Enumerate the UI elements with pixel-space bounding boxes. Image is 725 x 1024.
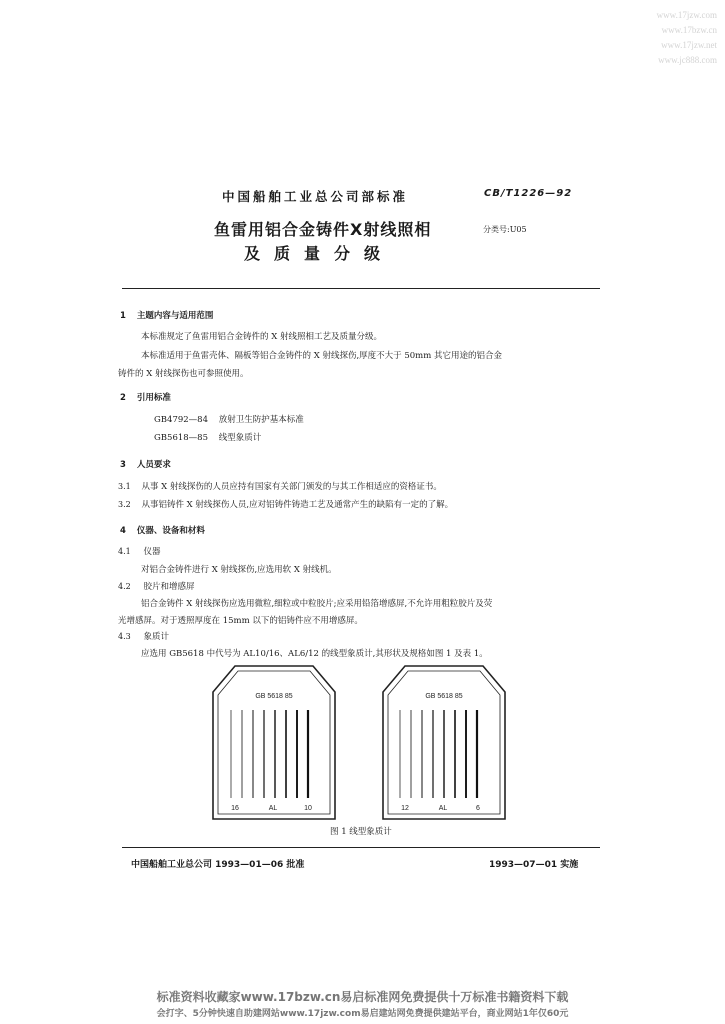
section-3-heading bbox=[120, 458, 171, 470]
reference-code: GB5618—85 bbox=[154, 433, 208, 443]
section-number: 4 bbox=[120, 526, 126, 536]
iqi-top-label: GB 5618 85 bbox=[425, 693, 463, 700]
paragraph: 铝合金铸件 X 射线探伤应选用微粒,细粒或中粒胶片;应采用铅箔增感屏,不允许用粗粒胶片及荧 bbox=[141, 599, 493, 609]
reference-item bbox=[154, 414, 304, 426]
section-1-heading bbox=[120, 309, 213, 321]
iqi-bottom-right: 6 bbox=[476, 805, 480, 812]
watermark-line: www.17jzw.net bbox=[661, 40, 717, 50]
iqi-bottom-left: 12 bbox=[401, 805, 409, 812]
clause-item bbox=[118, 499, 453, 511]
clause-text: 从事 X 射线探伤的人员应持有国家有关部门颁发的与其工作相适应的资格证书。 bbox=[141, 482, 442, 492]
paragraph: 光增感屏。对于透照厚度在 15mm 以下的铝铸件应不用增感屏。 bbox=[118, 616, 363, 626]
clause-text: 从事铝铸件 X 射线探伤人员,应对铝铸件铸造工艺及通常产生的缺陷有一定的了解。 bbox=[141, 500, 454, 510]
clause-item bbox=[118, 481, 442, 493]
figure-caption: 图 1 线型象质计 bbox=[330, 827, 392, 837]
classification-number: 分类号:U05 bbox=[483, 225, 527, 234]
subsection-title: 仪器 bbox=[143, 547, 161, 557]
implementation-date: 1993—07—01 实施 bbox=[489, 860, 579, 870]
iqi-bottom-mid: AL bbox=[438, 805, 448, 812]
iqi-wires bbox=[400, 710, 477, 798]
document-title-line2: 及质量分级 bbox=[244, 244, 395, 263]
subsection-title: 象质计 bbox=[143, 632, 169, 642]
subsection-heading bbox=[118, 631, 169, 643]
document-title-line1: 鱼雷用铝合金铸件X射线照相 bbox=[214, 220, 432, 239]
figure-wire-iqi bbox=[195, 664, 525, 829]
section-title: 引用标准 bbox=[136, 393, 171, 403]
section-2-heading bbox=[120, 391, 171, 403]
section-number: 2 bbox=[120, 393, 126, 403]
paragraph: 本标准适用于鱼雷壳体、隔板等铝合金铸件的 X 射线探伤,厚度不大于 50mm 其它用途的铝合金 bbox=[141, 351, 503, 361]
reference-name: 线型象质计 bbox=[218, 433, 262, 443]
section-number: 3 bbox=[120, 460, 126, 470]
iqi-right bbox=[383, 666, 505, 819]
iqi-bottom-mid: AL bbox=[268, 805, 278, 812]
clause-number: 4.3 bbox=[118, 632, 131, 641]
paragraph: 铸件的 X 射线探伤也可参照使用。 bbox=[118, 369, 249, 379]
section-title: 仪器、设备和材料 bbox=[136, 526, 205, 536]
clause-number: 4.1 bbox=[118, 547, 131, 556]
paragraph: 本标准规定了鱼雷用铝合金铸件的 X 射线照相工艺及质量分级。 bbox=[141, 332, 382, 342]
bottom-banner-line1: 标准资料收藏家www.17bzw.cn易启标准网免费提供十万标准书籍资料下载 bbox=[156, 990, 569, 1004]
paragraph: 应选用 GB5618 中代号为 AL10/16、AL6/12 的线型象质计,其形状及规格如图 1 及表 1。 bbox=[141, 649, 488, 659]
section-title: 人员要求 bbox=[136, 460, 171, 470]
clause-number: 4.2 bbox=[118, 582, 131, 591]
clause-number: 3.1 bbox=[118, 482, 131, 491]
iqi-left bbox=[213, 666, 335, 819]
standard-code: CB/T1226—92 bbox=[484, 188, 573, 199]
subsection-heading bbox=[118, 546, 160, 558]
watermark-line: www.17bzw.cn bbox=[661, 25, 717, 35]
footer-divider bbox=[122, 847, 600, 848]
iqi-top-label: GB 5618 85 bbox=[255, 693, 293, 700]
reference-code: GB4792—84 bbox=[154, 415, 208, 425]
watermark-line: www.jc888.com bbox=[658, 55, 717, 65]
iqi-wires bbox=[231, 710, 308, 798]
org-standard-heading: 中国船舶工业总公司部标准 bbox=[222, 189, 409, 204]
subsection-title: 胶片和增感屏 bbox=[143, 582, 195, 592]
approval-info: 中国船舶工业总公司 1993—01—06 批准 bbox=[131, 860, 305, 870]
bottom-banner-line2: 会打字、5分钟快速自助建网站www.17jzw.com易启建站网免费提供建站平台，商业网站1年仅60元 bbox=[156, 1009, 569, 1019]
watermark-line: www.17jzw.com bbox=[656, 10, 717, 20]
section-title: 主题内容与适用范围 bbox=[136, 311, 214, 321]
iqi-bottom-right: 10 bbox=[304, 805, 312, 812]
header-divider bbox=[122, 288, 600, 289]
iqi-bottom-left: 16 bbox=[231, 805, 239, 812]
paragraph: 对铝合金铸件进行 X 射线探伤,应选用软 X 射线机。 bbox=[141, 565, 337, 575]
section-number: 1 bbox=[120, 311, 126, 321]
subsection-heading bbox=[118, 581, 194, 593]
reference-item bbox=[154, 432, 261, 444]
reference-name: 放射卫生防护基本标准 bbox=[218, 415, 304, 425]
watermark-urls bbox=[657, 8, 717, 68]
clause-number: 3.2 bbox=[118, 500, 131, 509]
section-4-heading bbox=[120, 524, 205, 536]
